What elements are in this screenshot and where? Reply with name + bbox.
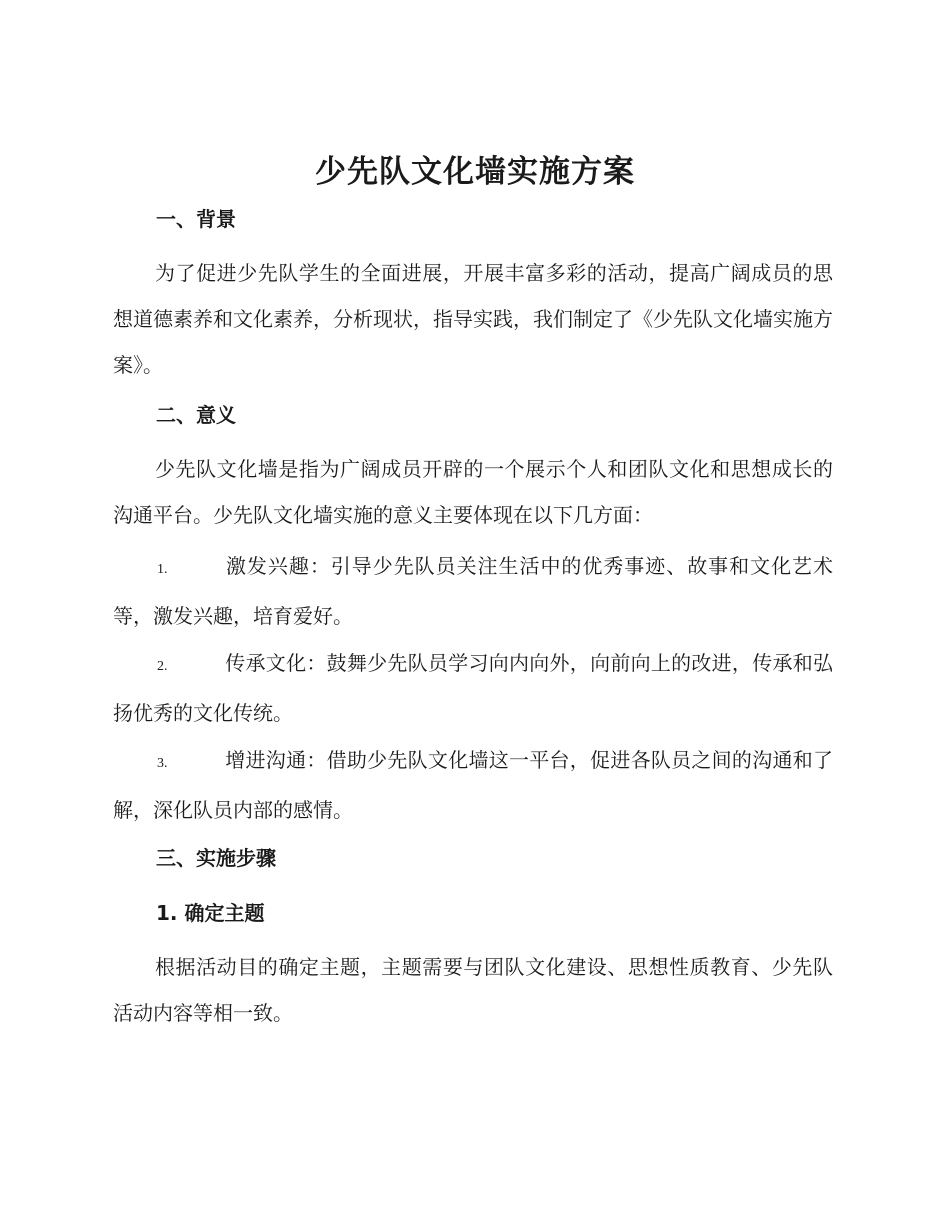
list-item-number: 1. [157,562,168,577]
list-item-number: 2. [157,659,168,674]
document-title: 少先队文化墙实施方案 [315,154,635,190]
section-paragraph-implementation: 根据活动目的确定主题，主题需要与团队文化建设、思想性质教育、少先队活动内容等相一致。 [113,955,833,1025]
section-heading-background: 一、背景 [156,207,236,231]
section-paragraph-background: 为了促进少先队学生的全面进展，开展丰富多彩的活动，提高广阔成员的思想道德素养和文化素养，分析现状，指导实践，我们制定了《少先队文化墙实施方案》。 [113,261,833,377]
list-item [113,737,833,833]
list-item-text: 激发兴趣：引导少先队员关注生活中的优秀事迹、故事和文化艺术等，激发兴趣，培育爱好。 [113,554,833,628]
list-item [113,640,833,736]
list-item-text: 传承文化：鼓舞少先队员学习向内向外，向前向上的改进，传承和弘扬优秀的文化传统。 [113,651,833,725]
list-item-number: 3. [157,756,168,771]
subsection-heading: 1. 确定主题 [156,901,265,925]
list-item-text: 增进沟通：借助少先队文化墙这一平台，促进各队员之间的沟通和了解，深化队员内部的感情。 [113,748,833,822]
section-heading-significance: 二、意义 [156,403,236,427]
section-heading-implementation: 三、实施步骤 [156,846,276,870]
list-item [113,543,833,639]
section-paragraph-significance: 少先队文化墙是指为广阔成员开辟的一个展示个人和团队文化和思想成长的沟通平台。少先队文化墙实施的意义主要体现在以下几方面： [113,457,833,527]
